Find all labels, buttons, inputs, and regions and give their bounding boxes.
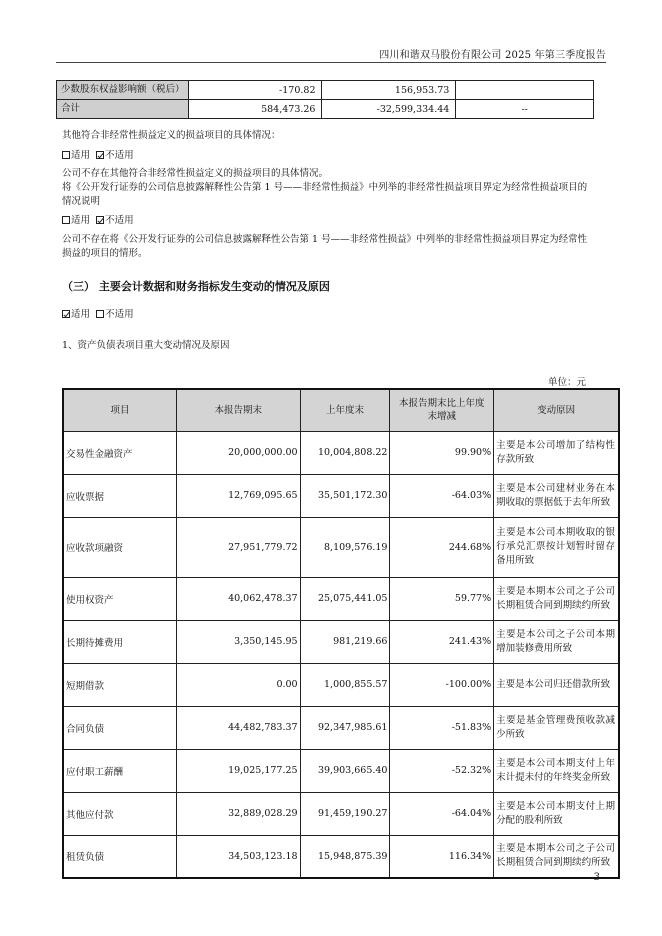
prior-value: 981,219.66 [300, 620, 390, 663]
change-reason: 主要是本期本公司之子公司长期租赁合同到期续约所致 [494, 835, 619, 878]
prior-value: 92,347,985.61 [300, 706, 390, 749]
prior-value: 91,459,190.27 [300, 792, 390, 835]
applicability-check-1 [62, 149, 592, 163]
prior-value: 35,501,172.30 [300, 474, 390, 517]
table-row [63, 706, 619, 749]
no-reclassification-text: 公司不存在将《公开发行证券的公司信息披露解释性公告第 1 号——非经常性损益》中列举的非经常性损益项目界定为经常性损益的项目的情形。 [62, 234, 588, 259]
current-value: 44,482,783.37 [176, 706, 300, 749]
item-name: 交易性金融资产 [63, 431, 176, 474]
checkbox-icon [62, 151, 70, 159]
row-label: 合计 [57, 100, 189, 119]
change-percent: 99.90% [390, 431, 494, 474]
checked-checkbox-icon [96, 151, 104, 159]
change-percent: 244.68% [390, 517, 494, 577]
checkbox-icon [96, 310, 104, 318]
table-row [63, 474, 619, 517]
header-change: 本报告期末比上年度末增减 [390, 389, 494, 431]
change-percent: -64.04% [390, 792, 494, 835]
row-label: 少数股东权益影响额（税后） [57, 81, 189, 100]
table-row [63, 749, 619, 792]
table-row [63, 620, 619, 663]
checkbox-icon [62, 216, 70, 224]
checked-checkbox-icon [96, 216, 104, 224]
current-value: 3,350,145.95 [176, 620, 300, 663]
applicable-label: 适用 [71, 309, 91, 320]
current-value: 12,769,095.65 [176, 474, 300, 517]
change-percent: 241.43% [390, 620, 494, 663]
unit-label: 单位：元 [547, 377, 586, 388]
section-subtitle: 1、资产负债表项目重大变动情况及原因 [62, 340, 230, 351]
change-reason: 主要是本公司建材业务在本期收取的票据低于去年所致 [494, 474, 619, 517]
table-header-row [63, 389, 619, 431]
table-row [63, 577, 619, 620]
change-reason: 主要是本公司本期收取的银行承兑汇票按计划暂时留存备用所致 [494, 517, 619, 577]
table-row [63, 517, 619, 577]
item-name: 长期待摊费用 [63, 620, 176, 663]
item-name: 租赁负债 [63, 835, 176, 878]
applicable-label: 适用 [71, 150, 91, 161]
note-cell [456, 81, 594, 100]
change-percent: -52.32% [390, 749, 494, 792]
ytd-value: -32,599,334.44 [322, 100, 456, 119]
nonrecurring-items-table [56, 80, 594, 119]
change-percent: -64.03% [390, 474, 494, 517]
change-percent: 116.34% [390, 835, 494, 878]
change-reason: 主要是本公司本期支付上年末计提未付的年终奖金所致 [494, 749, 619, 792]
prior-value: 10,004,808.22 [300, 431, 390, 474]
current-value: 584,473.26 [188, 100, 322, 119]
prior-value: 39,903,665.40 [300, 749, 390, 792]
applicable-label: 适用 [71, 215, 91, 226]
header-prior: 上年度末 [300, 389, 390, 431]
header-item: 项目 [63, 389, 176, 431]
table-row [57, 81, 594, 100]
prior-value: 1,000,855.57 [300, 663, 390, 706]
change-percent: -51.83% [390, 706, 494, 749]
prior-value: 15,948,875.39 [300, 835, 390, 878]
current-value: 40,062,478.37 [176, 577, 300, 620]
table-row [63, 792, 619, 835]
change-reason: 主要是本公司增加了结构性存款所致 [494, 431, 619, 474]
change-percent: 59.77% [390, 577, 494, 620]
table-row [63, 835, 619, 878]
not-applicable-label: 不适用 [105, 150, 134, 161]
item-name: 应收款项融资 [63, 517, 176, 577]
header-current: 本报告期末 [176, 389, 300, 431]
change-reason: 主要是本公司本期支付上期分配的股利所致 [494, 792, 619, 835]
note-cell: -- [456, 100, 594, 119]
page-number: 3 [593, 872, 600, 883]
applicability-check-3 [62, 308, 592, 322]
header-reason: 变动原因 [494, 389, 619, 431]
item-name: 其他应付款 [63, 792, 176, 835]
table-row [63, 431, 619, 474]
prior-value: 8,109,576.19 [300, 517, 390, 577]
change-reason: 主要是基金管理费预收款减少所致 [494, 706, 619, 749]
change-percent: -100.00% [390, 663, 494, 706]
current-value: 34,503,123.18 [176, 835, 300, 878]
reclassification-explanation: 将《公开发行证券的公司信息披露解释性公告第 1 号——非经常性损益》中列举的非经常性损益项目界定为经常性损益项目的情况说明 [62, 182, 588, 207]
current-value: 32,889,028.29 [176, 792, 300, 835]
section-title: （三） 主要会计数据和财务指标发生变动的情况及原因 [62, 280, 330, 293]
item-name: 合同负债 [63, 706, 176, 749]
item-name: 应付职工薪酬 [63, 749, 176, 792]
not-applicable-label: 不适用 [105, 309, 134, 320]
prior-value: 25,075,441.05 [300, 577, 390, 620]
current-value: -170.82 [188, 81, 322, 100]
item-name: 应收票据 [63, 474, 176, 517]
current-value: 19,025,177.25 [176, 749, 300, 792]
current-value: 20,000,000.00 [176, 431, 300, 474]
applicability-check-2 [62, 214, 592, 228]
table-row [63, 663, 619, 706]
change-reason: 主要是本公司之子公司本期增加装修费用所致 [494, 620, 619, 663]
no-other-items-text: 公司不存在其他符合非经常性损益定义的损益项目的具体情况。 [62, 168, 329, 179]
current-value: 0.00 [176, 663, 300, 706]
balance-sheet-changes-table [62, 388, 620, 879]
not-applicable-label: 不适用 [105, 215, 134, 226]
ytd-value: 156,953.73 [322, 81, 456, 100]
change-reason: 主要是本期本公司之子公司长期租赁合同到期续约所致 [494, 577, 619, 620]
item-name: 短期借款 [63, 663, 176, 706]
current-value: 27,951,779.72 [176, 517, 300, 577]
change-reason: 主要是本公司归还借款所致 [494, 663, 619, 706]
table-row [57, 100, 594, 119]
item-name: 使用权资产 [63, 577, 176, 620]
other-items-intro: 其他符合非经常性损益定义的损益项目的具体情况： [62, 130, 281, 141]
checked-checkbox-icon [62, 310, 70, 318]
header-divider [56, 62, 606, 63]
report-header-title: 四川和谐双马股份有限公司 2025 年第三季度报告 [379, 50, 606, 61]
